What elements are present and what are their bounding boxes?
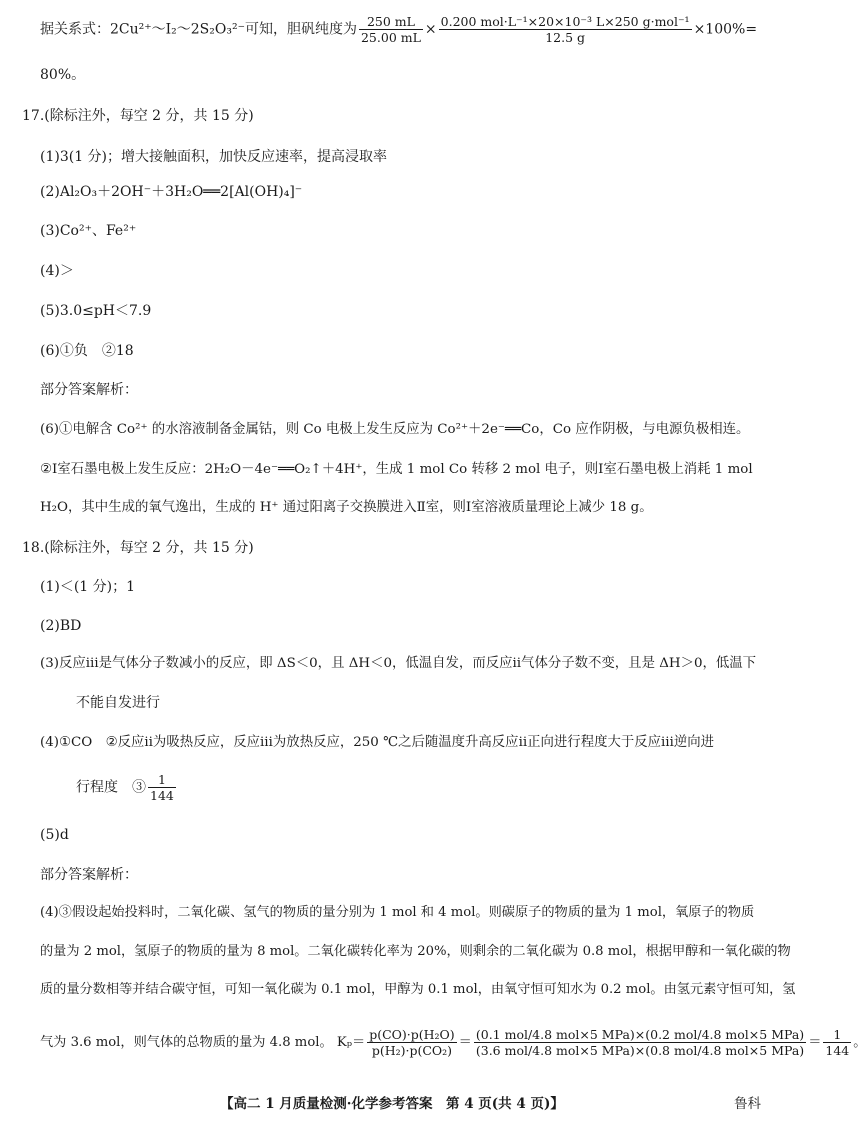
q18-answer-4-fraction — [148, 772, 176, 803]
kp-label: Kₚ＝ — [336, 1035, 366, 1050]
mass-denominator: 12.5 g — [545, 30, 586, 45]
kp-numerator: p(CO)·p(H₂O) — [369, 1027, 455, 1042]
q18-answer-3-line-2: 不能自发进行 — [76, 695, 160, 711]
q18-answer-4-line-2 — [76, 772, 178, 803]
kp-result-numerator: 1 — [823, 1027, 851, 1043]
purity-formula-line — [40, 14, 757, 45]
q17-answer-5: (5)3.0≤pH＜7.9 — [40, 303, 152, 319]
q18-analysis-line-2: 的量为 2 mol，氢原子的物质的量为 8 mol。二氧化碳转化率为 20%，则剩余的二氧化碳为 0.8 mol，根据甲醇和一氧化碳的物 — [40, 944, 791, 959]
footer-title: 【高二 1 月质量检测·化学参考答案 第 4 页(共 4 页)】 — [220, 1096, 564, 1112]
volume-ratio-denominator: 25.00 mL — [360, 30, 421, 45]
q17-answer-1: (1)3(1 分)；增大接触面积，加快反应速率，提高浸取率 — [40, 149, 388, 165]
q17-analysis-line-1: (6)①电解含 Co²⁺ 的水溶液制备金属钴，则 Co 电极上发生反应为 Co²⁺＋2e⁻══Co，Co 应作阴极，与电源负极相连。 — [40, 422, 750, 437]
kp-result-fraction — [823, 1027, 851, 1058]
equals-sign-1: ＝ — [458, 1035, 472, 1050]
q17-analysis-line-3: H₂O，其中生成的氧气逸出，生成的 H⁺ 通过阳离子交换膜进入Ⅱ室，则Ⅰ室溶液质量理论上减少 18 g。 — [40, 500, 653, 515]
q18-title: 18.(除标注外，每空 2 分，共 15 分) — [22, 540, 254, 556]
q17-answer-6: (6)①负 ②18 — [40, 343, 134, 359]
mass-fraction — [439, 14, 692, 45]
equals-sign-2: ＝ — [808, 1035, 822, 1050]
q18-answer-4-text: 行程度 ③ — [76, 779, 146, 796]
kp-denominator: p(H₂)·p(CO₂) — [371, 1043, 453, 1058]
kp-substitution-denominator: (3.6 mol/4.8 mol×5 MPa)×(0.8 mol/4.8 mol×5 MPa) — [475, 1043, 805, 1058]
fraction-denominator: 144 — [150, 788, 174, 803]
kp-intro-text: 气为 3.6 mol，则气体的总物质的量为 4.8 mol。 — [40, 1035, 333, 1050]
q18-analysis-line-1: (4)③假设起始投料时，二氧化碳、氢气的物质的量分别为 1 mol 和 4 mol。则碳原子的物质的量为 1 mol，氧原子的物质 — [40, 905, 755, 920]
q17-answer-2: (2)Al₂O₃＋2OH⁻＋3H₂O══2[Al(OH)₄]⁻ — [40, 184, 303, 200]
q17-title: 17.(除标注外，每空 2 分，共 15 分) — [22, 108, 254, 124]
q18-answer-5: (5)d — [40, 827, 69, 843]
q18-answer-2: (2)BD — [40, 618, 82, 634]
q17-analysis-line-2: ②Ⅰ室石墨电极上发生反应：2H₂O－4e⁻══O₂↑＋4H⁺，生成 1 mol Co 转移 2 mol 电子，则Ⅰ室石墨电极上消耗 1 mol — [40, 462, 753, 477]
kp-substitution-numerator: (0.1 mol/4.8 mol×5 MPa)×(0.2 mol/4.8 mol×5 MPa) — [475, 1027, 805, 1042]
purity-suffix: ×100%= — [693, 21, 758, 38]
kp-definition-fraction — [367, 1027, 456, 1058]
volume-ratio-fraction — [359, 14, 423, 45]
volume-ratio-numerator: 250 mL — [359, 14, 423, 30]
kp-formula-line — [40, 1018, 866, 1068]
q18-answer-4-line-1: (4)①CO ②反应ⅱ为吸热反应，反应ⅲ为放热反应，250 ℃之后随温度升高反应ⅱ正向进行程度大于反应ⅲ逆向进 — [40, 735, 715, 750]
footer-edition: 鲁科 — [734, 1096, 761, 1112]
purity-prefix: 据关系式：2Cu²⁺～I₂～2S₂O₃²⁻可知，胆矾纯度为 — [40, 21, 357, 38]
q18-answer-1: (1)＜(1 分)；1 — [40, 579, 136, 595]
fraction-numerator: 1 — [148, 772, 176, 788]
q18-analysis-title: 部分答案解析： — [40, 867, 138, 883]
q17-answer-3: (3)Co²⁺、Fe²⁺ — [40, 223, 137, 239]
q17-analysis-title: 部分答案解析： — [40, 382, 138, 398]
q18-analysis-line-3: 质的量分数相等并结合碳守恒，可知一氧化碳为 0.1 mol，甲醇为 0.1 mol，由氧守恒可知水为 0.2 mol。由氢元素守恒可知，氢 — [40, 982, 796, 997]
mass-numerator: 0.200 mol·L⁻¹×20×10⁻³ L×250 g·mol⁻¹ — [440, 14, 690, 29]
times-sign: × — [424, 21, 437, 38]
q17-answer-4: (4)＞ — [40, 263, 74, 279]
kp-substitution-fraction — [474, 1027, 806, 1058]
purity-result: 80%。 — [40, 67, 86, 83]
q18-answer-3-line-1: (3)反应ⅲ是气体分子数减小的反应，即 ΔS＜0，且 ΔH＜0，低温自发，而反应ⅱ气体分子数不变，且是 ΔH＞0，低温下 — [40, 656, 757, 671]
kp-end-mark: 。 — [853, 1035, 866, 1050]
kp-result-denominator: 144 — [825, 1043, 850, 1058]
